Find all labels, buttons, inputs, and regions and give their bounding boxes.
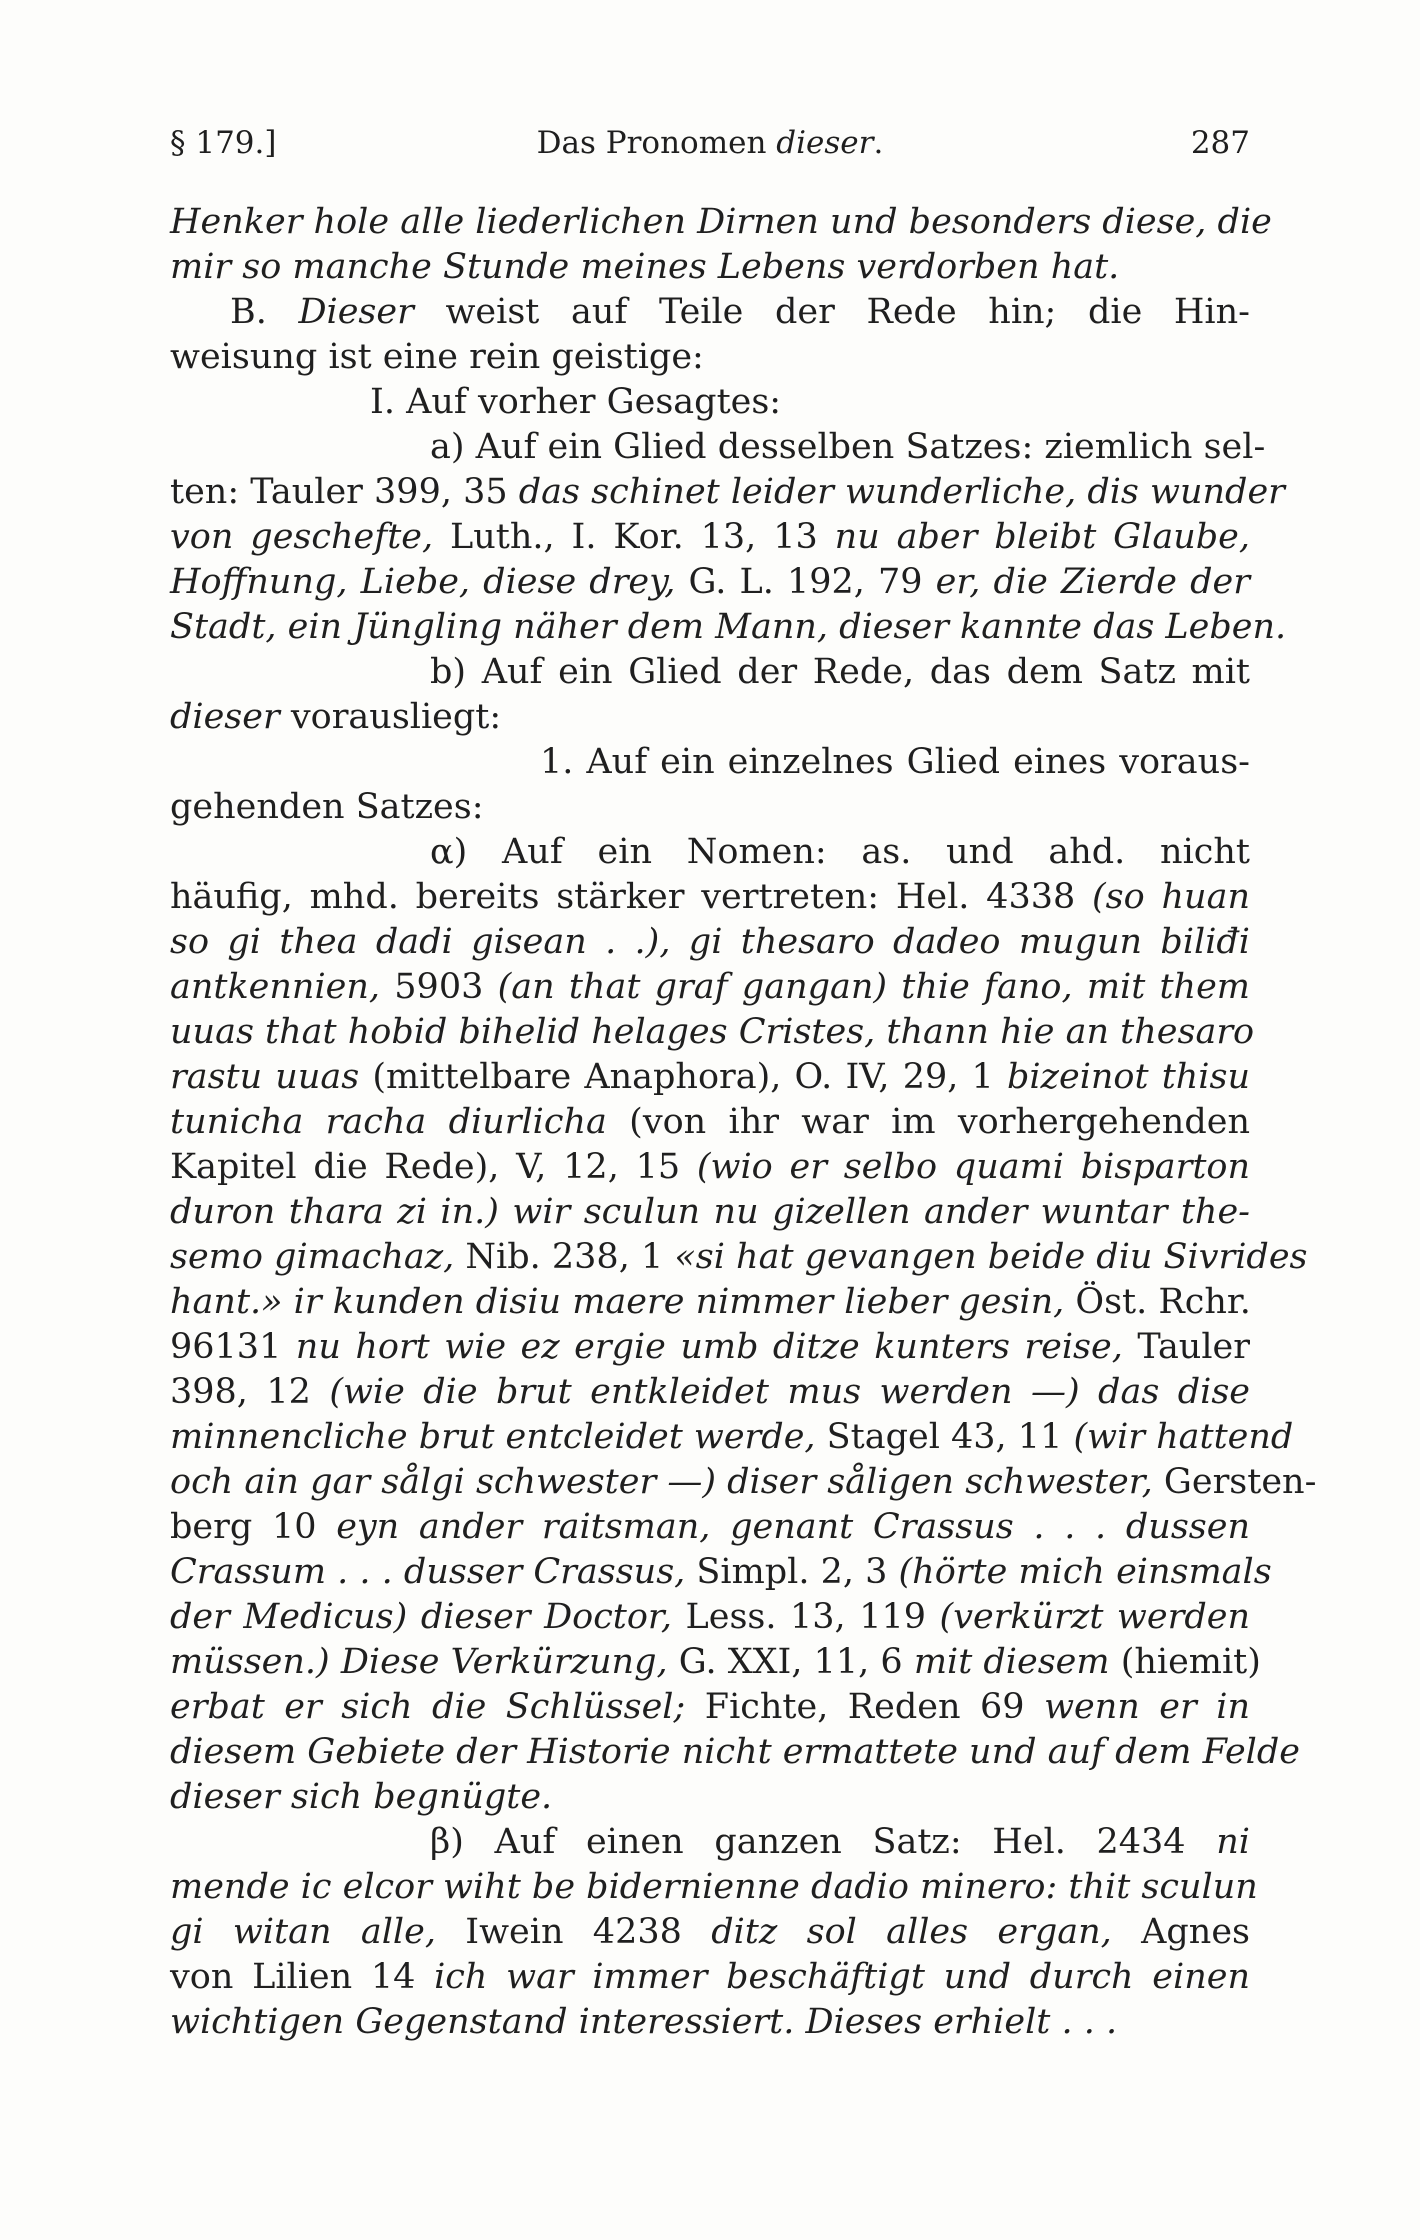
italic-quotation: nu hort wie ez ergie umb ditze kunters reise, [295, 1327, 1123, 1367]
italic-quotation: (wir hattend [1073, 1417, 1294, 1457]
running-title-text: Das Pronomen [536, 125, 767, 161]
text-line [170, 560, 1250, 605]
roman-text: Fichte, Reden 69 [685, 1687, 1045, 1727]
text-line [170, 650, 1250, 695]
italic-quotation: mit diesem [913, 1642, 1110, 1682]
italic-quotation: wenn er in [1044, 1687, 1250, 1727]
text-line [170, 425, 1266, 470]
italic-quotation: erbat er sich die Schlüssel; [170, 1687, 686, 1727]
text-line [170, 695, 1250, 740]
text-line [170, 1505, 1250, 1550]
roman-text: Iwein 4238 [435, 1912, 712, 1952]
roman-text: a) Auf ein Glied desselben Satzes: ziemlich sel- [430, 427, 1266, 467]
roman-text: α) Auf ein Nomen: as. und ahd. nicht [430, 832, 1250, 872]
text-line [170, 245, 1250, 290]
text-line [170, 290, 1250, 335]
text-line [170, 1235, 1308, 1280]
running-header [170, 118, 1250, 168]
roman-text: Agnes [1111, 1912, 1250, 1952]
text-line [170, 1955, 1250, 2000]
text-line [170, 1865, 1258, 1910]
italic-quotation: ni [1216, 1822, 1250, 1862]
italic-quotation: duron thara zi in.) wir sculun nu gizellen ander wuntar the- [170, 1192, 1250, 1232]
italic-quotation: von geschefte, [170, 517, 434, 557]
italic-quotation: mir so manche Stunde meines Lebens verdorben hat. [170, 247, 1120, 287]
italic-quotation: wichtigen Gegenstand interessiert. Dieses erhielt . . . [170, 2002, 1118, 2042]
italic-quotation: müssen.) Diese Verkürzung, [170, 1642, 668, 1682]
text-line [170, 1415, 1294, 1460]
text-line [170, 965, 1250, 1010]
italic-quotation: semo gimachaz, [170, 1237, 455, 1277]
text-line [170, 830, 1250, 875]
italic-quotation: eyn ander raitsman, genant Crassus . . . dussen [336, 1507, 1251, 1547]
roman-text: weist auf Teile der Rede hin; die Hin- [413, 292, 1250, 332]
text-line [170, 1325, 1250, 1370]
roman-text: von Lilien 14 [170, 1957, 435, 1997]
page-number: 287 [1190, 125, 1250, 161]
roman-text: Simpl. 2, 3 [685, 1552, 899, 1592]
roman-text: (mittelbare Anaphora), O. IV, 29, 1 [359, 1057, 1007, 1097]
italic-quotation: hant.» ir kunden disiu maere nimmer lieber gesin, [170, 1282, 1065, 1322]
italic-quotation: bizeinot thisu [1006, 1057, 1251, 1097]
text-line [170, 1010, 1255, 1055]
italic-quotation: rastu uuas [170, 1057, 360, 1097]
italic-quotation: Henker hole alle liederlichen Dirnen und besonders diese, die [170, 202, 1272, 242]
italic-quotation: (an that graf gangan) thie fano, mit them [497, 967, 1250, 1007]
italic-quotation: gi witan alle, [170, 1912, 436, 1952]
roman-text: β) Auf einen ganzen Satz: Hel. 2434 [430, 1822, 1217, 1862]
text-line [170, 1145, 1250, 1190]
italic-quotation: dieser sich begnügte. [170, 1777, 553, 1817]
italic-quotation: ich war immer beschäftigt und durch einen [434, 1957, 1250, 1997]
roman-text: 96131 [170, 1327, 296, 1367]
italic-quotation: tunicha racha diurlicha [170, 1102, 607, 1142]
text-line [170, 1595, 1250, 1640]
roman-text: weisung ist eine rein geistige: [170, 337, 704, 377]
italic-quotation: diesem Gebiete der Historie nicht ermattete und auf dem Felde [170, 1732, 1300, 1772]
italic-quotation: (so huan [1092, 877, 1250, 917]
roman-text: 398, 12 [170, 1372, 330, 1412]
italic-quotation: minnencliche brut entcleidet werde, [170, 1417, 816, 1457]
text-line [170, 335, 1250, 380]
roman-text: G. L. 192, 79 [675, 562, 936, 602]
italic-quotation: (wio er selbo quami bisparton [696, 1147, 1250, 1187]
italic-quotation: Hoffnung, Liebe, diese drey, [170, 562, 676, 602]
roman-text: Öst. Rchr. [1064, 1282, 1251, 1322]
text-line [170, 380, 1250, 425]
italic-quotation: Dieser [298, 292, 414, 332]
roman-text: 1. Auf ein einzelnes Glied eines voraus- [540, 742, 1250, 782]
running-title [170, 118, 1250, 168]
roman-text: vorausliegt: [279, 697, 502, 737]
roman-text: häufig, mhd. bereits stärker vertreten: Hel. 4338 [170, 877, 1093, 917]
italic-quotation: och ain gar sålgi schwester —) diser såligen schwester, [170, 1462, 1153, 1502]
roman-text: Gersten- [1152, 1462, 1317, 1502]
text-line [170, 1640, 1261, 1685]
text-line [170, 470, 1285, 515]
text-line [170, 875, 1250, 920]
italic-quotation: das schinet leider wunderliche, dis wunder [518, 472, 1285, 512]
text-line [170, 200, 1272, 245]
italic-quotation: Stadt, ein Jüngling näher dem Mann, dieser kannte das Leben. [170, 607, 1287, 647]
roman-text: ten: Tauler 399, 35 [170, 472, 519, 512]
text-line [170, 1730, 1300, 1775]
italic-quotation: nu aber bleibt Glaube, [834, 517, 1250, 557]
italic-quotation: (hörte mich einsmals [898, 1552, 1272, 1592]
italic-quotation: mende ic elcor wiht be bidernienne dadio minero: thit sculun [170, 1867, 1258, 1907]
text-line [170, 605, 1287, 650]
italic-quotation: (wie die brut entkleidet mus werden —) das dise [329, 1372, 1250, 1412]
text-line [170, 1460, 1317, 1505]
roman-text: B. [230, 292, 299, 332]
roman-text: Luth., I. Kor. 13, 13 [433, 517, 835, 557]
roman-text: gehenden Satzes: [170, 787, 484, 827]
roman-text: 5903 [380, 967, 498, 1007]
italic-quotation: «si hat gevangen beide diu Sivrides [674, 1237, 1308, 1277]
running-title-pronoun: dieser [776, 125, 874, 161]
text-line [170, 1370, 1250, 1415]
text-line [170, 1280, 1250, 1325]
roman-text: Nib. 238, 1 [454, 1237, 675, 1277]
roman-text: berg 10 [170, 1507, 337, 1547]
roman-text: (von ihr war im vorhergehenden [606, 1102, 1250, 1142]
roman-text: b) Auf ein Glied der Rede, das dem Satz mit [430, 652, 1250, 692]
text-line [170, 740, 1250, 785]
text-line [170, 785, 1250, 830]
roman-text: G. XXI, 11, 6 [667, 1642, 914, 1682]
italic-quotation: dieser [170, 697, 280, 737]
text-line [170, 1100, 1250, 1145]
roman-text: Less. 13, 119 [671, 1597, 940, 1637]
roman-text: Stagel 43, 11 [815, 1417, 1074, 1457]
section-reference: § 179.] [170, 125, 277, 161]
text-line [170, 1550, 1272, 1595]
roman-text: I. Auf vorher Gesagtes: [370, 382, 782, 422]
roman-text: (hiemit) [1109, 1642, 1261, 1682]
italic-quotation: der Medicus) dieser Doctor, [170, 1597, 672, 1637]
text-line [170, 515, 1250, 560]
italic-quotation: Crassum . . . dusser Crassus, [170, 1552, 686, 1592]
text-line [170, 1775, 1250, 1820]
text-line [170, 1910, 1250, 1955]
roman-text: Tauler [1122, 1327, 1250, 1367]
italic-quotation: er, die Zierde der [935, 562, 1250, 602]
running-title-period: . [873, 125, 884, 161]
italic-quotation: antkennien, [170, 967, 381, 1007]
body-text [170, 200, 1317, 2045]
text-line [170, 2000, 1250, 2045]
italic-quotation: (verkürzt werden [939, 1597, 1250, 1637]
text-line [170, 920, 1250, 965]
italic-quotation: so gi thea dadi gisean . .), gi thesaro dadeo mugun biliđi [170, 922, 1250, 962]
text-line [170, 1820, 1250, 1865]
roman-text: Kapitel die Rede), V, 12, 15 [170, 1147, 697, 1187]
text-line [170, 1055, 1250, 1100]
text-line [170, 1190, 1250, 1235]
text-line [170, 1685, 1250, 1730]
italic-quotation: uuas that hobid bihelid helages Cristes, thann hie an thesaro [170, 1012, 1255, 1052]
italic-quotation: ditz sol alles ergan, [711, 1912, 1112, 1952]
